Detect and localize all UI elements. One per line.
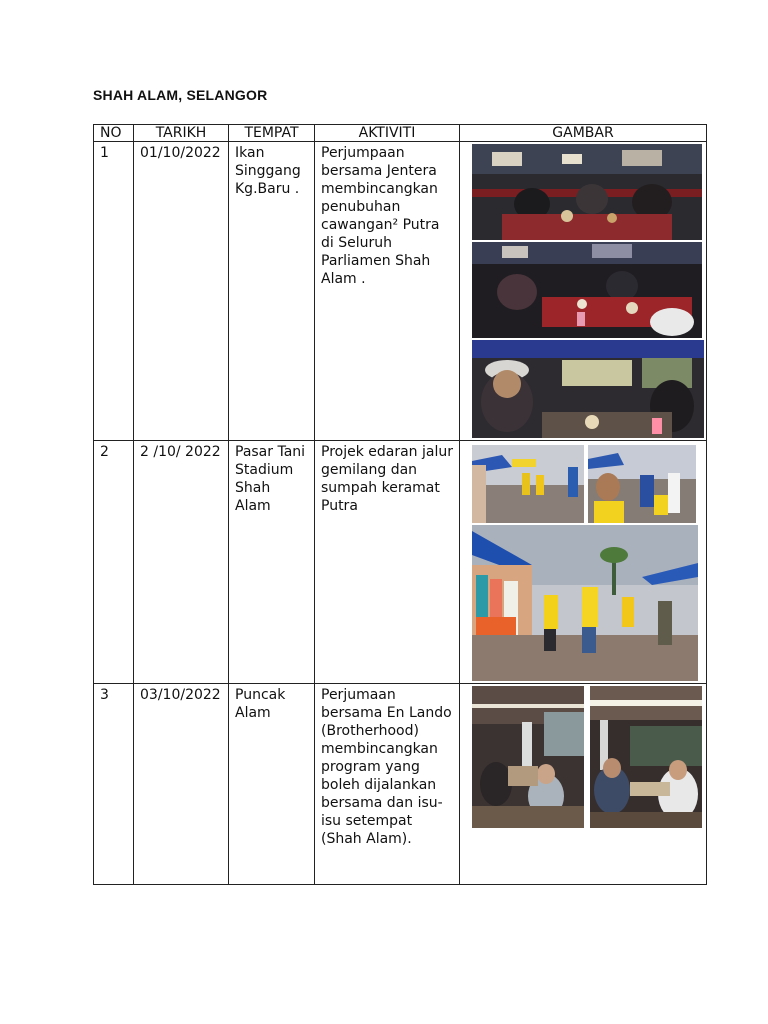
night-dinner-gathering-photo [472,144,702,240]
cafe-meeting-photo-2 [590,686,702,828]
market-walkabout-photo [472,445,584,523]
row-no: 1 [94,142,134,441]
row-aktiviti: Perjumpaan bersama Jentera membincangkan penubuhan cawangan² Putra di Seluruh Parliamen Shah Alam . [315,142,460,441]
row-tarikh: 01/10/2022 [134,142,229,441]
row-no: 3 [94,684,134,885]
row-tempat: Pasar Tani Stadium Shah Alam [229,441,315,684]
row-tarikh: 2 /10/ 2022 [134,441,229,684]
group-dinner-table-photo [472,242,702,338]
header-aktiviti: AKTIVITI [315,125,460,142]
row-tempat: Ikan Singgang Kg.Baru . [229,142,315,441]
activity-table [93,124,707,885]
market-stalls-photo [472,525,698,681]
table-row [94,684,707,885]
row-no: 2 [94,441,134,684]
header-tarikh: TARIKH [134,125,229,142]
market-selfie-photo [588,445,696,523]
header-gambar: GAMBAR [460,125,707,142]
page-heading: SHAH ALAM, SELANGOR [93,87,268,103]
row-gambar [460,684,707,885]
header-tempat: TEMPAT [229,125,315,142]
header-no: NO [94,125,134,142]
cafe-meeting-photo-1 [472,686,584,828]
row-tempat: Puncak Alam [229,684,315,885]
row-aktiviti: Projek edaran jalur gemilang dan sumpah keramat Putra [315,441,460,684]
row-gambar [460,441,707,684]
table-header-row [94,125,707,142]
dinner-discussion-photo [472,340,704,438]
table-row [94,441,707,684]
row-aktiviti: Perjumaan bersama En Lando (Brotherhood) membincangkan program yang boleh dijalankan bersama dan isu-isu setempat (Shah Alam). [315,684,460,885]
row-gambar [460,142,707,441]
table-row [94,142,707,441]
row-tarikh: 03/10/2022 [134,684,229,885]
